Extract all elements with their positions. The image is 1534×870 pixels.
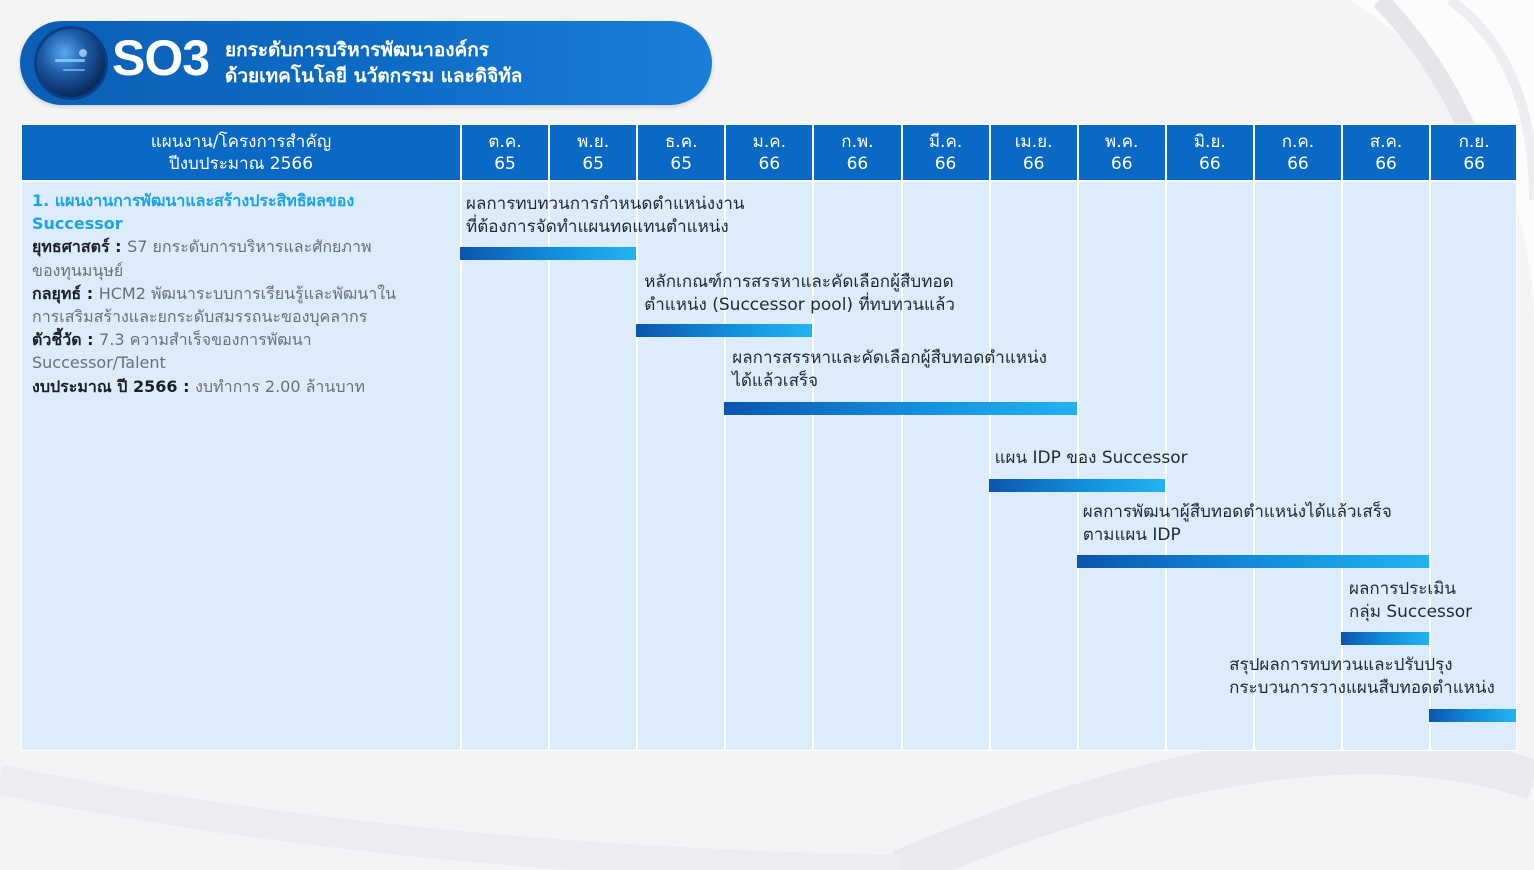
month-header: มี.ค. 66 [928,131,963,174]
activity-label: หลักเกณฑ์การสรรหาและคัดเลือกผู้สืบทอด ตำแหน่ง (Successor pool) ที่ทบทวนแล้ว [644,272,955,315]
plan-timeline-table [21,124,1517,751]
plan-title-cont: Successor [32,214,123,234]
activity-label: ผลการประเมิน กลุ่ม Successor [1349,579,1473,622]
month-header: เม.ย. 66 [1014,131,1053,174]
header-title-line1: ยกระดับการบริหารพัฒนาองค์กร [225,39,489,61]
strategy-line: ยุทธศาสตร์ : S7 ยกระดับการบริหารและศักยภาพ [32,237,372,257]
activity-timeline-bar [724,402,1076,415]
month-header: พ.ค. 66 [1105,131,1139,174]
kpi-line-cont: Successor/Talent [32,353,166,373]
plan-description [32,189,452,398]
activity-label: ผลการสรรหาและคัดเลือกผู้สืบทอดตำแหน่ง ได้แล้วเสร็จ [732,348,1047,391]
activity-label: ผลการพัฒนาผู้สืบทอดตำแหน่งได้แล้วเสร็จ ตามแผน IDP [1082,502,1392,545]
tactic-line: กลยุทธ์ : HCM2 พัฒนาระบบการเรียนรู้และพัฒนาใน [32,283,397,303]
technology-hand-icon [34,26,108,100]
month-header: มิ.ย. 66 [1193,131,1226,174]
tactic-line-cont: การเสริมสร้างและยกระดับสมรรถนะของบุคลากร [32,307,368,327]
activity-timeline-bar [1429,709,1516,722]
activity-timeline-bar [460,247,636,260]
grid-divider [989,125,991,750]
grid-divider [901,125,903,750]
strategy-line-cont: ของทุนมนุษย์ [32,260,124,280]
month-header: ส.ค. 66 [1369,131,1403,174]
activity-timeline-bar [1077,555,1429,568]
activity-timeline-bar [1341,632,1429,645]
grid-divider [812,125,814,750]
plan-title: 1. แผนงานการพัฒนาและสร้างประสิทธิผลของ [32,191,355,210]
grid-divider [1165,125,1167,750]
activity-label: แผน IDP ของ Successor [994,448,1188,468]
month-header: ก.ย. 66 [1458,131,1490,174]
activity-label: ผลการทบทวนการกำหนดตำแหน่งงาน ที่ต้องการจัดทำแผนทดแทนตำแหน่ง [466,194,745,237]
grid-divider [1077,125,1079,750]
month-header: พ.ย. 65 [577,131,610,174]
month-header: ก.ค. 66 [1281,131,1315,174]
header-title-line2: ด้วยเทคโนโลยี นวัตกรรม และดิจิทัล [225,65,523,87]
month-header: ม.ค. 66 [752,131,787,174]
month-header: ต.ค. 65 [488,131,522,174]
kpi-line: ตัวชี้วัด : 7.3 ความสำเร็จของการพัฒนา [32,330,312,350]
month-header: ก.พ. 66 [841,131,874,174]
table-header-row [22,125,1516,182]
strategic-objective-code: SO3 [112,30,210,86]
activity-timeline-bar [636,324,812,337]
activity-label: สรุปผลการทบทวนและปรับปรุง กระบวนการวางแผนสืบทอดตำแหน่ง [1229,655,1495,698]
grid-divider [460,125,462,750]
header-banner [20,21,712,105]
plan-column-header: แผนงาน/โครงการสำคัญ ปีงบประมาณ 2566 [150,131,332,174]
activity-timeline-bar [989,479,1165,492]
budget-line: งบประมาณ ปี 2566 : งบทำการ 2.00 ล้านบาท [32,376,366,396]
month-header: ธ.ค. 65 [664,131,698,174]
